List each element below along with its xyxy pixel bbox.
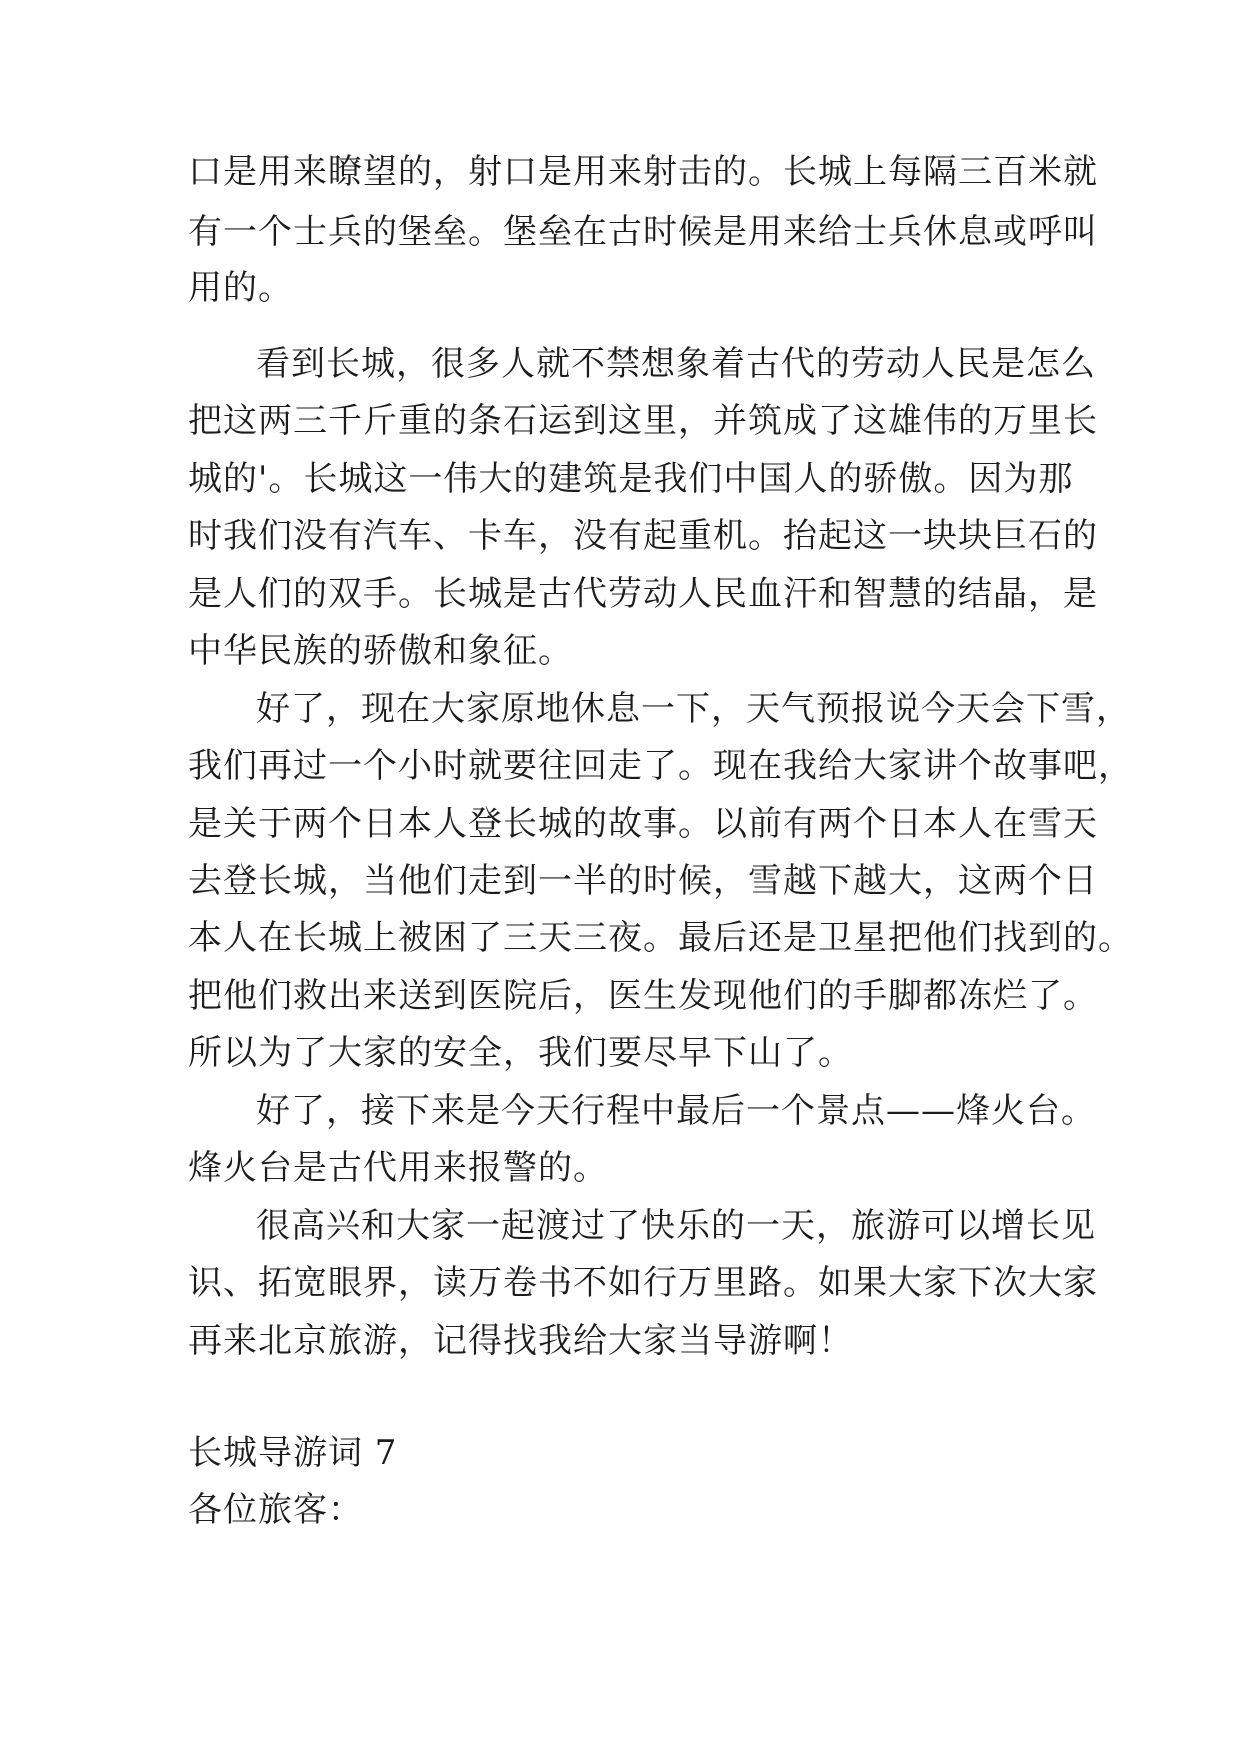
section-title: 长城导游词 7 [188,1433,398,1473]
paragraph-line: 所以为了大家的安全，我们要尽早下山了。 [188,1033,853,1073]
paragraph-line: 很高兴和大家一起渡过了快乐的一天，旅游可以增长见 [256,1206,1096,1246]
paragraph-line: 我们再过一个小时就要往回走了。现在我给大家讲个故事吧， [188,746,1133,786]
paragraph-line: 把这两三千斤重的条石运到这里，并筑成了这雄伟的万里长 [188,401,1098,441]
paragraph-line: 去登长城，当他们走到一半的时候，雪越下越大，这两个日 [188,861,1098,901]
paragraph-line: 烽火台是古代用来报警的。 [188,1148,608,1188]
paragraph-line: 中华民族的骄傲和象征。 [188,631,573,671]
salutation: 各位旅客： [188,1490,363,1530]
paragraph-line: 时我们没有汽车、卡车，没有起重机。抬起这一块块巨石的 [188,516,1098,556]
paragraph-line: 好了，接下来是今天行程中最后一个景点——烽火台。 [256,1091,1096,1131]
paragraph-line: 用的。 [188,268,293,308]
paragraph-line: 再来北京旅游，记得找我给大家当导游啊！ [188,1321,853,1361]
paragraph-line: 识、拓宽眼界，读万卷书不如行万里路。如果大家下次大家 [188,1263,1098,1303]
paragraph-line: 口是用来瞭望的，射口是用来射击的。长城上每隔三百米就 [188,152,1098,192]
paragraph-line: 好了，现在大家原地休息一下，天气预报说今天会下雪， [256,689,1131,729]
paragraph-line: 有一个士兵的堡垒。堡垒在古时候是用来给士兵休息或呼叫 [188,212,1098,252]
paragraph-line: 城的'。长城这一伟大的建筑是我们中国人的骄傲。因为那 [188,459,1074,499]
paragraph-line: 是关于两个日本人登长城的故事。以前有两个日本人在雪天 [188,804,1098,844]
paragraph-line: 把他们救出来送到医院后，医生发现他们的手脚都冻烂了。 [188,976,1098,1016]
paragraph-line: 是人们的双手。长城是古代劳动人民血汗和智慧的结晶，是 [188,574,1098,614]
paragraph-line: 本人在长城上被困了三天三夜。最后还是卫星把他们找到的。 [188,918,1133,958]
paragraph-line: 看到长城，很多人就不禁想象着古代的劳动人民是怎么 [256,344,1096,384]
